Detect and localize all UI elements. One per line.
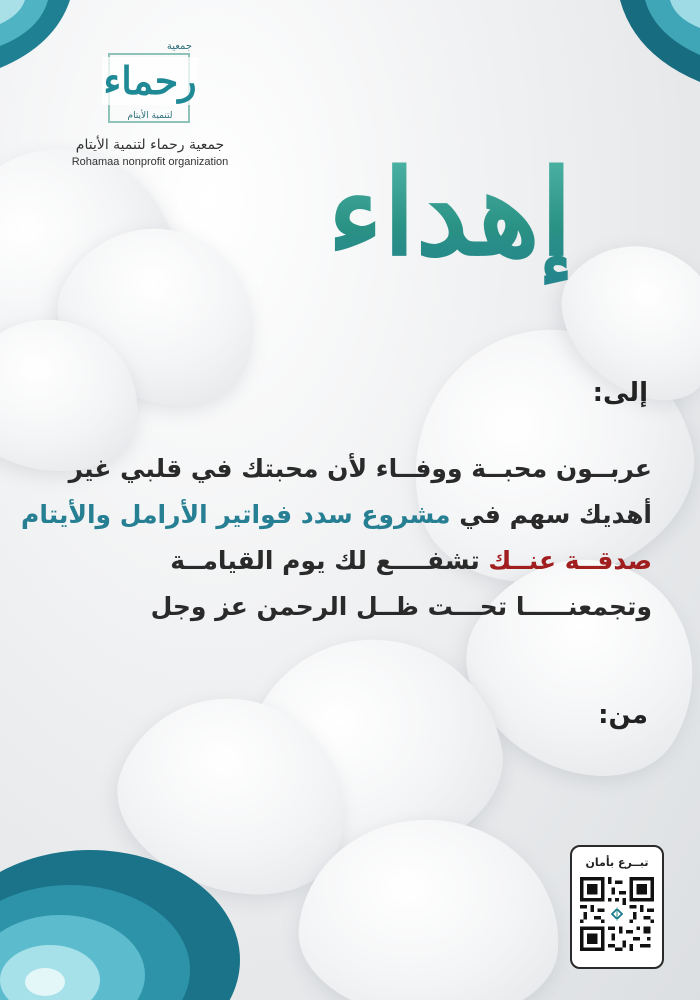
donate-qr-card[interactable]	[570, 845, 664, 969]
message-line-3	[42, 538, 652, 584]
message-line-2	[21, 492, 652, 538]
message-line-1: عربــون محبــة ووفــاء لأن محبتك في قلبي غير	[68, 454, 652, 483]
organization-name-arabic: جمعية رحماء لتنمية الأيتام	[75, 137, 225, 153]
corner-flower-bottom-left	[0, 810, 240, 1000]
logo-mark-top-text: جمعية	[166, 41, 192, 52]
dedication-message	[21, 446, 652, 630]
logo-mark-text: رحماء	[103, 58, 197, 103]
donate-safely-label: تبــرع بأمان	[585, 856, 649, 869]
message-line-3-end: تشفــــع لك يوم القيامــة	[170, 546, 489, 575]
project-name-highlight: مشروع سدد فواتير الأرامل والأيتام	[21, 500, 451, 529]
organization-logo	[50, 41, 250, 168]
corner-flower-top-right	[610, 0, 700, 85]
recipient-label: إلى:	[592, 378, 648, 408]
qr-code-icon[interactable]	[580, 877, 654, 951]
logo-mark	[102, 41, 198, 131]
logo-mark-bottom-text: لتنمية الأيتام	[127, 111, 173, 121]
charity-highlight: صدقــة عنــك	[488, 546, 652, 575]
message-line-4: وتجمعنـــــا تحـــت ظــل الرحمن عز وجل	[150, 592, 652, 621]
message-line-2-start: أهديك سهم في	[450, 500, 652, 529]
card-title: إهداء	[300, 118, 600, 318]
organization-name-english: Rohamaa nonprofit organization	[71, 156, 229, 168]
sender-label: من:	[598, 700, 648, 730]
